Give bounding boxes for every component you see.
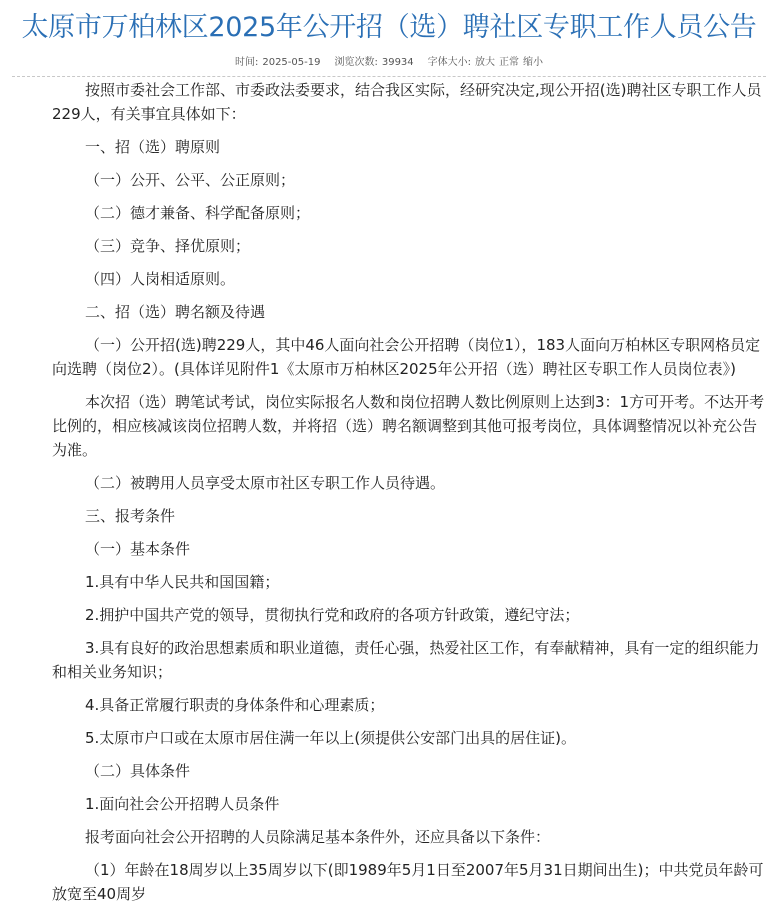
paragraph: 本次招（选）聘笔试考试，岗位实际报名人数和岗位招聘人数比例原则上达到3：1方可开考。不达开考比例的，相应核减该岗位招聘人数，并将招（选）聘名额调整到其他可报考岗位，具体调整情况以补充公告为准。 (52, 393, 765, 459)
title-divider (12, 76, 766, 77)
article-title: 太原市万柏林区2025年公开招（选）聘社区专职工作人员公告 (21, 12, 757, 43)
section-heading: 三、报考条件 (85, 507, 176, 525)
font-large-link[interactable]: 放大 (475, 57, 496, 68)
views-label: 浏览次数: (334, 57, 378, 68)
views-value: 39934 (381, 57, 414, 68)
time-value: 2025-05-19 (262, 57, 321, 68)
list-item: （1）年龄在18周岁以上35周岁以下(即1989年5月1日至2007年5月31日期间出生)；中共党员年龄可放宽至40周岁 (52, 861, 764, 903)
paragraph: 按照市委社会工作部、市委政法委要求，结合我区实际，经研究决定,现公开招(选)聘社区专职工作人员229人，有关事宜具体如下： (52, 81, 762, 123)
time-label: 时间: (234, 57, 259, 68)
list-item: 4.具备正常履行职责的身体条件和心理素质； (85, 696, 385, 714)
list-item: （二）德才兼备、科学配备原则； (85, 204, 311, 222)
list-item: （四）人岗相适原则。 (85, 270, 236, 288)
article-meta (0, 55, 778, 71)
paragraph: （一）公开招(选)聘229人，其中46人面向社会公开招聘（岗位1），183人面向万柏林区专职网格员定向选聘（岗位2）。(具体详见附件1《太原市万柏林区2025年公开招（选）聘社区专职工作人员岗位表》) (52, 336, 761, 378)
subsection-heading: 1.面向社会公开招聘人员条件 (85, 795, 280, 813)
list-item: 3.具有良好的政治思想素质和职业道德，责任心强，热爱社区工作，有奉献精神，具有一定的组织能力和相关业务知识； (52, 639, 760, 681)
font-small-link[interactable]: 缩小 (523, 57, 544, 68)
subsection-heading: （一）基本条件 (85, 540, 191, 558)
list-item: 1.具有中华人民共和国国籍； (85, 573, 280, 591)
font-size-label: 字体大小: (427, 57, 472, 68)
section-heading: 二、招（选）聘名额及待遇 (85, 303, 266, 321)
list-item: 5.太原市户口或在太原市居住满一年以上(须提供公安部门出具的居住证)。 (85, 729, 577, 747)
list-item: 2.拥护中国共产党的领导，贯彻执行党和政府的各项方针政策，遵纪守法； (85, 606, 580, 624)
font-normal-link[interactable]: 正常 (499, 57, 520, 68)
list-item: （二）被聘用人员享受太原市社区专职工作人员待遇。 (85, 474, 446, 492)
section-heading: 一、招（选）聘原则 (85, 138, 221, 156)
list-item: （一）公开、公平、公正原则； (85, 171, 296, 189)
subsection-heading: （二）具体条件 (85, 762, 191, 780)
paragraph: 报考面向社会公开招聘的人员除满足基本条件外，还应具备以下条件： (85, 828, 551, 846)
article-body (0, 78, 768, 906)
list-item: （三）竞争、择优原则； (85, 237, 251, 255)
